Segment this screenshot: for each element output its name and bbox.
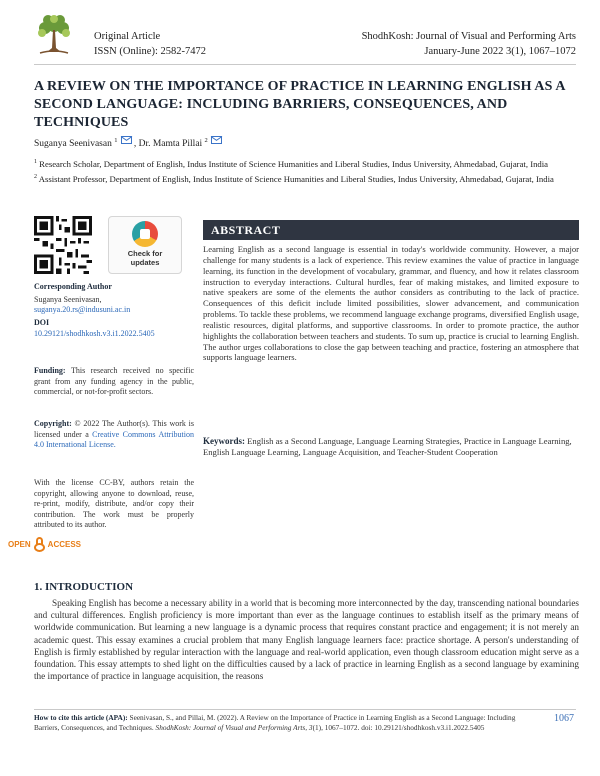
open-lock-icon bbox=[34, 537, 45, 552]
check-for-updates-line2: updates bbox=[130, 258, 160, 267]
author-name-1[interactable]: Suganya Seenivasan bbox=[34, 139, 112, 149]
journal-name: ShodhKosh: Journal of Visual and Performing Arts bbox=[361, 31, 576, 42]
header-divider bbox=[34, 64, 576, 65]
keywords-text: English as a Second Language, Language Learning Strategies, Practice in Language Learning, English Language Learning, Language Acquisition, and Teacher-Student Cooperation bbox=[203, 436, 572, 457]
author-sup-2: 2 bbox=[204, 137, 208, 144]
affiliations bbox=[34, 156, 584, 187]
affiliation-1 bbox=[34, 156, 584, 170]
keywords-block bbox=[203, 436, 579, 458]
journal-issue: January-June 2022 3(1), 1067–1072 bbox=[424, 46, 576, 57]
funding-label: Funding: bbox=[34, 366, 66, 375]
check-for-updates-badge[interactable] bbox=[108, 216, 182, 274]
issn: ISSN (Online): 2582-7472 bbox=[94, 46, 206, 57]
abstract-text: Learning English as a second language is essential in today's worldwide community. However, a major challenge for many students is a lack of experience. This review examines the value of practice in language learning, its function in the development of vocabulary, grammar, and fluency, and how it relates classroom instruction to everyday interactions. Cultural hurdles, fear of making mistakes, and limited exposure to native speakers are some of the elements the author considers as contributing to the lack of practice. Consequences of this deficit include limited possibilities, slower advancement, and communication problems. To tackle these problems, we recommend language exchange programs, diversified English usage, realistic resources, digital platforms, and supportive classrooms. In order to promote practice, the author highlights the collaboration between teachers and students. To sum up, practice is crucial to learning English. The author urges collaborations to close the gap between teaching and practice, fostering an atmosphere that supports language learners. bbox=[203, 244, 579, 363]
citation-text: Seenivasan, S., and Pillai, M. (2022). A Review on the Importance of Practice in Learning English as a Second Language: Including Barriers, Consequences, and Techniques. bbox=[34, 713, 516, 732]
affiliation-2 bbox=[34, 171, 584, 185]
author-line bbox=[34, 136, 224, 149]
check-for-updates-line1: Check for bbox=[127, 249, 163, 258]
page-number: 1067 bbox=[554, 713, 574, 724]
doi-link[interactable]: 10.29121/shodhkosh.v3.i1.2022.5405 bbox=[34, 328, 155, 338]
open-access-open-text: OPEN bbox=[8, 540, 31, 549]
email-icon[interactable] bbox=[121, 136, 132, 144]
qr-code-icon[interactable] bbox=[34, 216, 92, 274]
abstract-heading: ABSTRACT bbox=[203, 220, 579, 240]
corresponding-author-email-link[interactable]: suganya.20.rs@indusuni.ac.in bbox=[34, 305, 131, 314]
paper-title: A REVIEW ON THE IMPORTANCE OF PRACTICE IN LEARNING ENGLISH AS A SECOND LANGUAGE: INCLUDING BARRIERS, CONSEQUENCES, AND TECHNIQUES bbox=[34, 79, 565, 130]
funding-text: This research received no specific grant from any funding agency in the public, commercial, or not-for-profit sectors. bbox=[34, 366, 194, 396]
affiliation-text: Research Scholar, Department of English, Indus Institute of Science Humanities and Liberal Studies, Indus University, Ahmedabad, Gujarat, India bbox=[39, 158, 549, 169]
footer-divider bbox=[34, 709, 576, 710]
author-separator: , bbox=[133, 139, 139, 149]
affiliation-sup: 2 bbox=[34, 174, 37, 181]
header-right bbox=[362, 29, 576, 59]
copyright-block bbox=[34, 419, 194, 451]
author-name-2[interactable]: Dr. Mamta Pillai bbox=[138, 139, 203, 149]
open-access-logo bbox=[8, 537, 81, 552]
crossmark-icon bbox=[132, 221, 158, 247]
funding-block bbox=[34, 366, 194, 398]
citation-label: How to cite this article (APA): bbox=[34, 713, 128, 722]
license-note: With the license CC-BY, authors retain the copyright, allowing anyone to download, reuse, re-print, modify, distribute, and/or copy their contribution. The work must be properly attributed to its author. bbox=[34, 478, 194, 529]
copyright-text: © 2022 The Author(s). This work is licensed under a bbox=[34, 419, 195, 439]
copyright-label: Copyright: bbox=[34, 419, 72, 428]
corresponding-author-name: Suganya Seenivasan, bbox=[34, 294, 102, 304]
introduction-text: Speaking English has become a necessary ability in a world that is becoming more interconnected by the day, transcending national boundaries and cultural differences. English proficiency is more important than ever as the language continues to establish itself as the primary means of worldwide communication. But learning a new language is a dynamic process that requires constant practice and engagement; it is not merely an academic quest. This essay examines a crucial problem that many English language learners face: practice shortage. A person's understanding of English is firmly established by regular interaction with the language and real-world application, even though classroom education might serve as a foundation. This essay attempts to shed light on the difficulties caused by a lack of practice in learning English as a second language by examining the importance of practice in language acquisition, the reasons bbox=[34, 598, 579, 682]
corresponding-author bbox=[34, 282, 194, 316]
section-heading-introduction: 1. INTRODUCTION bbox=[34, 581, 134, 593]
header-left bbox=[94, 29, 206, 59]
journal-logo-tree-icon bbox=[34, 12, 74, 56]
citation-block bbox=[34, 713, 524, 733]
citation-rest: (1), 1067–1072. doi: 10.29121/shodhkosh.v3.i1.2022.5405 bbox=[312, 723, 485, 732]
article-type: Original Article bbox=[94, 31, 161, 42]
corresponding-author-heading: Corresponding Author bbox=[34, 282, 112, 291]
email-icon[interactable] bbox=[211, 136, 222, 144]
doi-block bbox=[34, 318, 194, 339]
citation-journal: ShodhKosh: Journal of Visual and Performing Arts, 3 bbox=[155, 723, 313, 732]
license-link[interactable]: Creative Commons Attribution 4.0 International License. bbox=[34, 429, 194, 449]
author-sup-1: 1 bbox=[114, 137, 118, 144]
doi-heading: DOI bbox=[34, 318, 50, 327]
affiliation-text: Assistant Professor, Department of English, Indus Institute of Science Humanities and Liberal Studies, Indus University, Ahmedabad, Gujarat, India bbox=[38, 174, 554, 185]
keywords-label: Keywords: bbox=[203, 436, 245, 446]
open-access-access-text: ACCESS bbox=[47, 540, 82, 549]
affiliation-sup: 1 bbox=[34, 159, 37, 165]
